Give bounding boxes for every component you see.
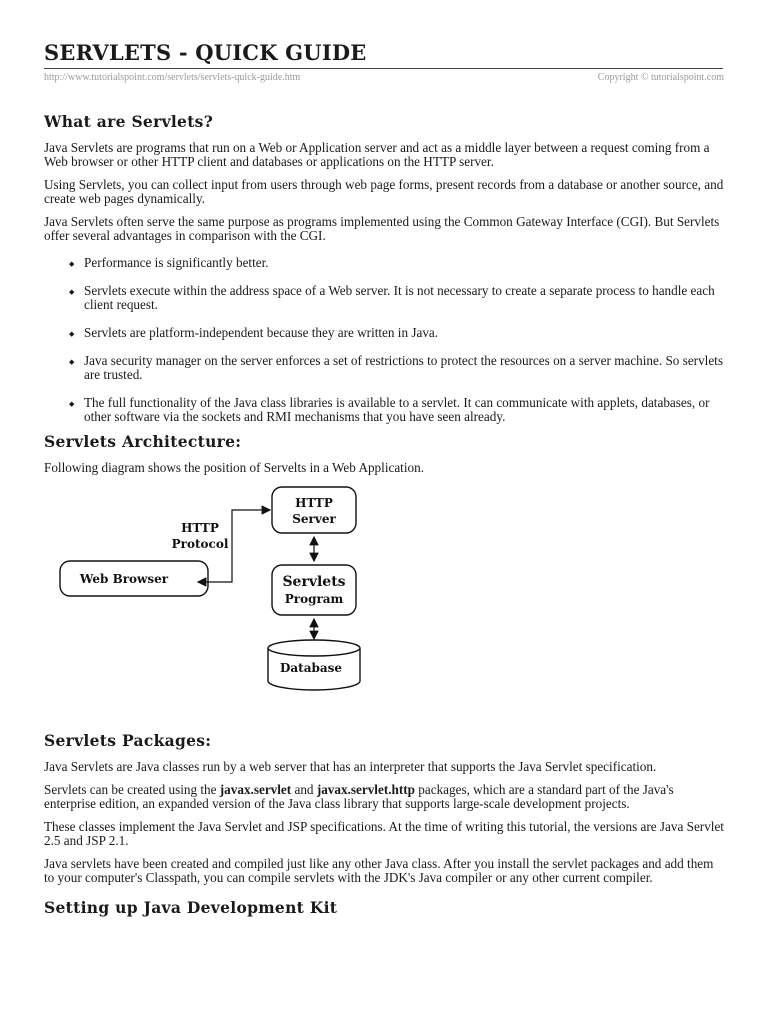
paragraph: These classes implement the Java Servlet and JSP specifications. At the time of writing this tutorial, the versions are Java Servlet 2.5 and JSP 2.1. bbox=[44, 819, 724, 848]
list-item: ◆ The full functionality of the Java class libraries is available to a servlet. It can communicate with applets, databases, or other software via the sockets and RMI mechanisms that you have seen already. bbox=[84, 396, 724, 424]
paragraph: Using Servlets, you can collect input from users through web page forms, present records from a database or another source, and create web pages dynamically. bbox=[44, 177, 724, 206]
heading-servlets-architecture: Servlets Architecture: bbox=[44, 432, 242, 451]
http-server-label-2: Server bbox=[292, 512, 336, 526]
text-run: Servlets can be created using the bbox=[44, 782, 220, 797]
package-name-javax-servlet: javax.servlet bbox=[219, 782, 292, 797]
text-run: and bbox=[291, 782, 317, 797]
http-server-label-1: HTTP bbox=[295, 496, 333, 510]
copyright-notice: Copyright © tutorialspoint.com bbox=[597, 72, 724, 83]
document-body bbox=[44, 112, 724, 927]
paragraph: Java servlets have been created and compiled just like any other Java class. After you install the servlet packages and add them to your computer's Classpath, you can compile servlets with the JDK's Java compiler or any other current compiler. bbox=[44, 856, 714, 885]
paragraph: Java Servlets are programs that run on a Web or Application server and act as a middle layer between a request coming from a Web browser or other HTTP client and databases or applications on the HTTP server. bbox=[44, 140, 710, 169]
list-item: ◆ Performance is significantly better. bbox=[84, 256, 724, 270]
protocol-label-1: HTTP bbox=[181, 521, 219, 535]
http-server-box bbox=[272, 487, 356, 533]
web-browser-label: Web Browser bbox=[79, 572, 169, 586]
advantages-list bbox=[44, 256, 724, 424]
database-label: Database bbox=[279, 661, 343, 675]
source-url[interactable]: http://www.tutorialspoint.com/servlets/servlets-quick-guide.htm bbox=[44, 72, 301, 83]
package-name-javax-servlet-http: javax.servlet.http bbox=[316, 782, 415, 797]
heading-servlets-packages: Servlets Packages: bbox=[44, 731, 212, 750]
list-item: ◆ Servlets execute within the address space of a Web server. It is not necessary to create a separate process to handle each client request. bbox=[84, 284, 724, 312]
program-label: Program bbox=[284, 592, 344, 606]
list-item: ◆ Java security manager on the server enforces a set of restrictions to protect the resources on a server machine. So servlets are trusted. bbox=[84, 354, 724, 382]
servlets-label: Servlets bbox=[282, 574, 346, 590]
paragraph: Java Servlets are Java classes run by a web server that has an interpreter that supports the Java Servlet specification. bbox=[44, 759, 657, 774]
heading-what-are-servlets: What are Servlets? bbox=[44, 112, 214, 131]
list-item: ◆ Servlets are platform-independent because they are written in Java. bbox=[84, 326, 724, 340]
page-title: SERVLETS - QUICK GUIDE bbox=[44, 40, 367, 65]
header-rule bbox=[44, 68, 723, 69]
database-cylinder-top bbox=[268, 640, 360, 656]
heading-setting-up-jdk: Setting up Java Development Kit bbox=[44, 898, 338, 917]
servlets-program-box bbox=[272, 565, 356, 615]
protocol-label-2: Protocol bbox=[171, 537, 229, 551]
paragraph bbox=[44, 783, 724, 811]
architecture-diagram-svg bbox=[44, 482, 724, 717]
architecture-diagram bbox=[44, 482, 724, 717]
text-run: packages, which are a standard part of the Java's enterprise edition, an expanded version of the Java class library that supports large-scale development projects. bbox=[44, 782, 674, 811]
paragraph: Java Servlets often serve the same purpose as programs implemented using the Common Gateway Interface (CGI). But Servlets offer several advantages in comparison with the CGI. bbox=[44, 214, 720, 243]
paragraph: Following diagram shows the position of Servelts in a Web Application. bbox=[44, 460, 424, 475]
